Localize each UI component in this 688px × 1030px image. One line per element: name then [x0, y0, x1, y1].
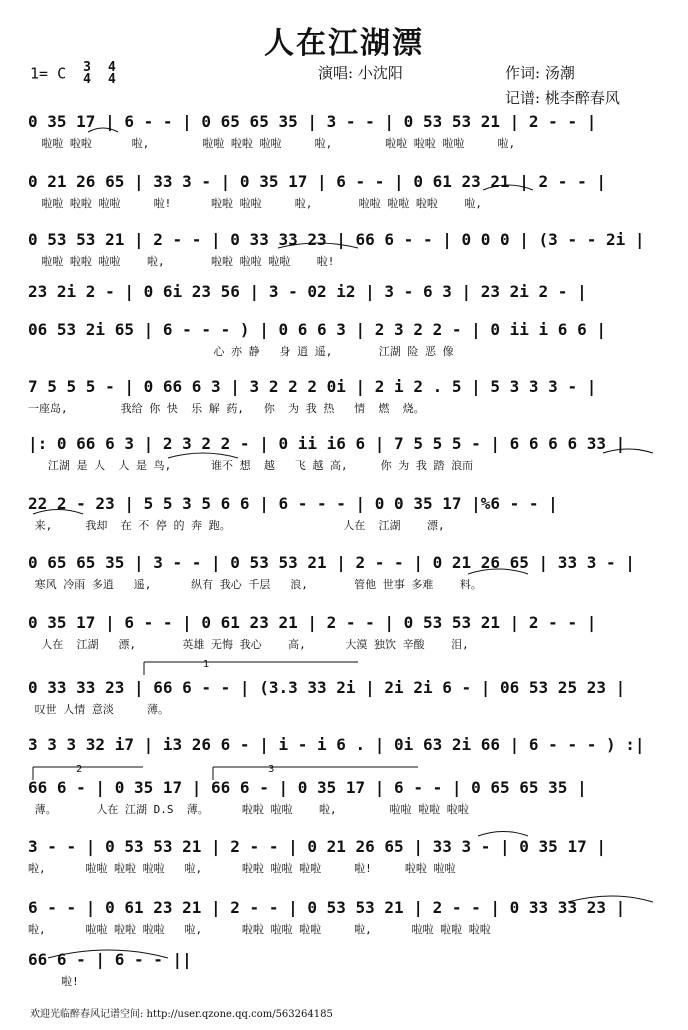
singer-credit: 演唱: 小沈阳 [318, 64, 403, 82]
volta-2-label: 2 [76, 764, 83, 775]
staff-lyrics: 叹世 人情 意淡 薄。 [28, 703, 169, 716]
footer-note: 欢迎光临醉春风记谱空间: http://user.qzone.qq.com/563264185 [30, 1009, 333, 1020]
staff-notes: 3 3 3 32 i7 | i3 26 6 - | i - i 6 . | 0i 63 2i 66 | 6 - - - ) :| [28, 735, 645, 754]
staff-lyrics: 啦, 啦啦 啦啦 啦啦 啦, 啦啦 啦啦 啦啦 啦, 啦啦 啦啦 啦啦 [28, 923, 491, 936]
staff-notes: 3 - - | 0 53 53 21 | 2 - - | 0 21 26 65 | 33 3 - | 0 35 17 | [28, 837, 606, 856]
staff-notes: |: 0 66 6 3 | 2 3 2 2 - | 0 ii i6 6 | 7 5 5 5 - | 6 6 6 6 33 | [28, 434, 626, 453]
staff-line-9 [28, 553, 660, 593]
staff-notes: 6 - - | 0 61 23 21 | 2 - - | 0 53 53 21 | 2 - - | 0 33 33 23 | [28, 898, 626, 917]
volta-3-label: 3 [268, 764, 275, 775]
lyricist-credit: 作词: 汤潮 [505, 64, 575, 82]
staff-notes: 0 21 26 65 | 33 3 - | 0 35 17 | 6 - - | 0 61 23 21 | 2 - - | [28, 172, 606, 191]
staff-lyrics: 薄。 人在 江湖 D.S 薄。 啦啦 啦啦 啦, 啦啦 啦啦 啦啦 [28, 803, 469, 816]
staff-notes: 0 35 17 | 6 - - | 0 65 65 35 | 3 - - | 0 53 53 21 | 2 - - | [28, 112, 597, 131]
staff-line-2 [28, 172, 660, 212]
staff-lyrics: 心 亦 静 身 逍 遥, 江湖 险 恶 像 [28, 345, 454, 358]
staff-line-16 [28, 950, 660, 990]
staff-line-5 [28, 320, 660, 360]
key-label: 1= C [30, 64, 67, 83]
staff-line-4 [28, 282, 660, 308]
staff-notes: 0 35 17 | 6 - - | 0 61 23 21 | 2 - - | 0 53 53 21 | 2 - - | [28, 613, 597, 632]
staff-lyrics: 来, 我却 在 不 停 的 奔 跑。 人在 江湖 漂, [28, 519, 445, 532]
staff-lyrics: 啦啦 啦啦 啦, 啦啦 啦啦 啦啦 啦, 啦啦 啦啦 啦啦 啦, [28, 137, 516, 150]
staff-line-10 [28, 613, 660, 653]
staff-line-11 [28, 678, 660, 718]
staff-notes: 06 53 2i 65 | 6 - - - ) | 0 6 6 3 | 2 3 2 2 - | 0 ii i 6 6 | [28, 320, 606, 339]
staff-lyrics: 人在 江湖 漂, 英雄 无悔 我心 高, 大漠 独饮 辛酸 泪, [28, 638, 469, 651]
staff-lyrics: 啦, 啦啦 啦啦 啦啦 啦, 啦啦 啦啦 啦啦 啦! 啦啦 啦啦 [28, 862, 456, 875]
staff-lyrics: 啦啦 啦啦 啦啦 啦, 啦啦 啦啦 啦啦 啦! [28, 255, 335, 268]
staff-line-8 [28, 494, 660, 534]
staff-line-1 [28, 112, 660, 152]
staff-notes: 66 6 - | 6 - - || [28, 950, 192, 969]
staff-notes: 0 65 65 35 | 3 - - | 0 53 53 21 | 2 - - | 0 21 26 65 | 33 3 - | [28, 553, 635, 572]
staff-lyrics: 啦啦 啦啦 啦啦 啦! 啦啦 啦啦 啦, 啦啦 啦啦 啦啦 啦, [28, 197, 483, 210]
time-signature-1: 3 4 [83, 60, 91, 87]
song-title: 人在江湖漂 [264, 26, 424, 61]
staff-notes: 7 5 5 5 - | 0 66 6 3 | 3 2 2 2 0i | 2 i 2 . 5 | 5 3 3 3 - | [28, 377, 597, 396]
staff-notes: 0 53 53 21 | 2 - - | 0 33 33 23 | 66 6 - - | 0 0 0 | (3 - - 2i | [28, 230, 645, 249]
staff-notes: 0 33 33 23 | 66 6 - - | (3.3 33 2i | 2i 2i 6 - | 06 53 25 23 | [28, 678, 626, 697]
staff-line-14 [28, 837, 660, 877]
staff-line-7 [28, 434, 660, 474]
staff-line-15 [28, 898, 660, 938]
staff-line-12 [28, 735, 660, 761]
staff-lyrics: 寒风 冷雨 多逍 遥, 纵有 我心 千层 浪, 管他 世事 多难 料。 [28, 578, 482, 591]
staff-notes: 23 2i 2 - | 0 6i 23 56 | 3 - 02 i2 | 3 - 6 3 | 23 2i 2 - | [28, 282, 587, 301]
staff-line-3 [28, 230, 660, 270]
volta-1-label: 1 [203, 659, 210, 670]
staff-lyrics: 一座岛, 我给 你 快 乐 解 药, 你 为 我 热 情 燃 烧。 [28, 402, 425, 415]
time-signature-2: 4 4 [108, 60, 116, 87]
staff-line-13 [28, 778, 660, 818]
notation-credit: 记谱: 桃李醉春风 [505, 89, 620, 107]
staff-line-6 [28, 377, 660, 417]
slur-mark [478, 832, 528, 837]
staff-lyrics: 啦! [28, 975, 79, 988]
key-signature [30, 62, 116, 86]
staff-notes: 22 2 - 23 | 5 5 3 5 6 6 | 6 - - - | 0 0 35 17 |%6 - - | [28, 494, 558, 513]
staff-notes: 66 6 - | 0 35 17 | 66 6 - | 0 35 17 | 6 - - | 0 65 65 35 | [28, 778, 587, 797]
staff-lyrics: 江湖 是 人 人 是 鸟, 谁不 想 越 飞 越 高, 你 为 我 踏 浪而 [28, 459, 474, 472]
